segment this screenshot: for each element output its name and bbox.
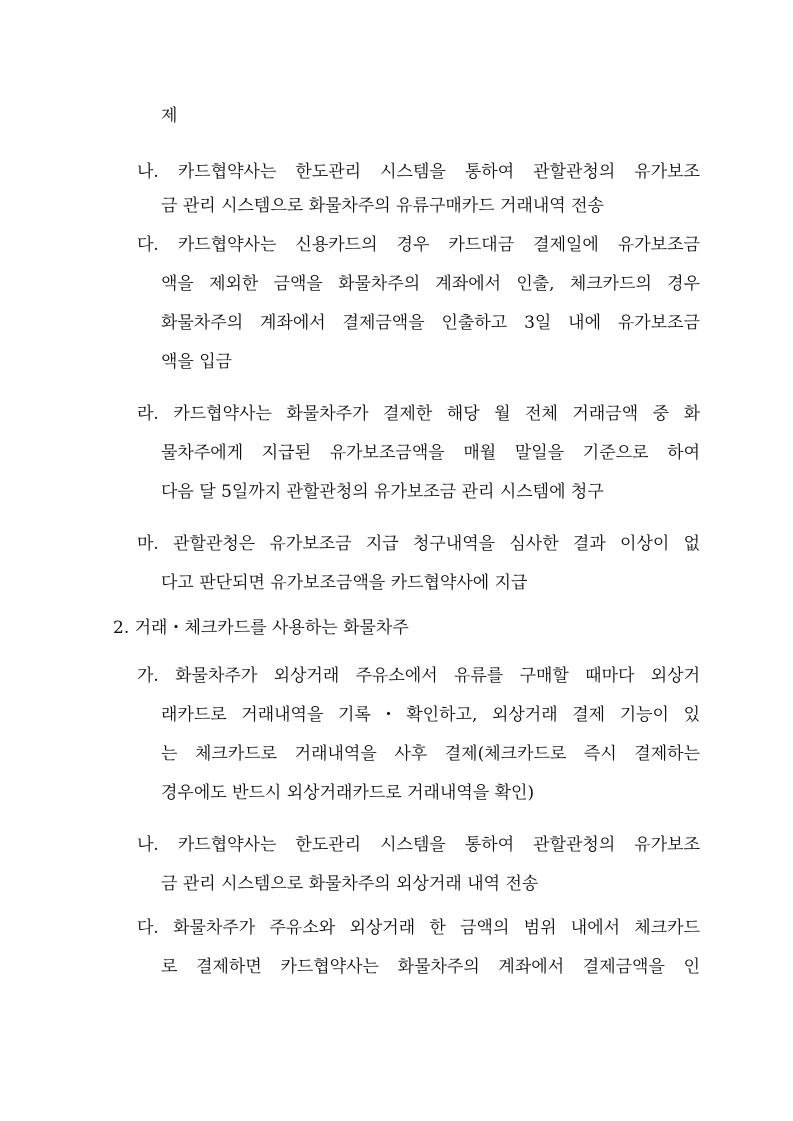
section-heading: 2. 거래・체크카드를 사용하는 화물차주 — [113, 618, 409, 638]
list-item-text: 나. 카드협약사는 한도관리 시스템을 통하여 관할관청의 유가보조 — [137, 835, 700, 855]
list-item-text: 마. 관할관청은 유가보조금 지급 청구내역을 심사한 결과 이상이 없 — [137, 534, 700, 554]
text-line: 래카드로 거래내역을 기록・확인하고, 외상거래 결제 기능이 있 — [161, 705, 700, 725]
text-line: 금 관리 시스템으로 화물차주의 외상거래 내역 전송 — [161, 874, 539, 894]
text-line: 물차주에게 지급된 유가보조금액을 매월 말일을 기준으로 하여 — [161, 443, 700, 463]
text-line: 다음 달 5일까지 관할관청의 유가보조금 관리 시스템에 청구 — [161, 482, 604, 502]
text-line: 제 — [161, 106, 178, 126]
text-line: 는 체크카드로 거래내역을 사후 결제(체크카드로 즉시 결제하는 — [161, 744, 700, 764]
text-line: 액을 입금 — [161, 352, 233, 372]
list-item-text: 라. 카드협약사는 화물차주가 결제한 해당 월 전체 거래금액 중 화 — [137, 404, 700, 424]
text-line: 다고 판단되면 유가보조금액을 카드협약사에 지급 — [161, 573, 528, 593]
text-line: 액을 제외한 금액을 화물차주의 계좌에서 인출, 체크카드의 경우 — [161, 274, 700, 294]
list-item-text: 다. 화물차주가 주유소와 외상거래 한 금액의 범위 내에서 체크카드 — [137, 918, 700, 938]
text-line: 금 관리 시스템으로 화물차주의 유류구매카드 거래내역 전송 — [161, 196, 604, 216]
list-item-text: 다. 카드협약사는 신용카드의 경우 카드대금 결제일에 유가보조금 — [137, 235, 700, 255]
text-line: 로 결제하면 카드협약사는 화물차주의 계좌에서 결제금액을 인 — [161, 957, 700, 977]
text-line: 화물차주의 계좌에서 결제금액을 인출하고 3일 내에 유가보조금 — [161, 313, 700, 333]
list-item-text: 가. 화물차주가 외상거래 주유소에서 유류를 구매할 때마다 외상거 — [137, 666, 700, 686]
text-line: 경우에도 반드시 외상거래카드로 거래내역을 확인) — [161, 783, 535, 803]
list-item-text: 나. 카드협약사는 한도관리 시스템을 통하여 관할관청의 유가보조 — [137, 162, 700, 182]
